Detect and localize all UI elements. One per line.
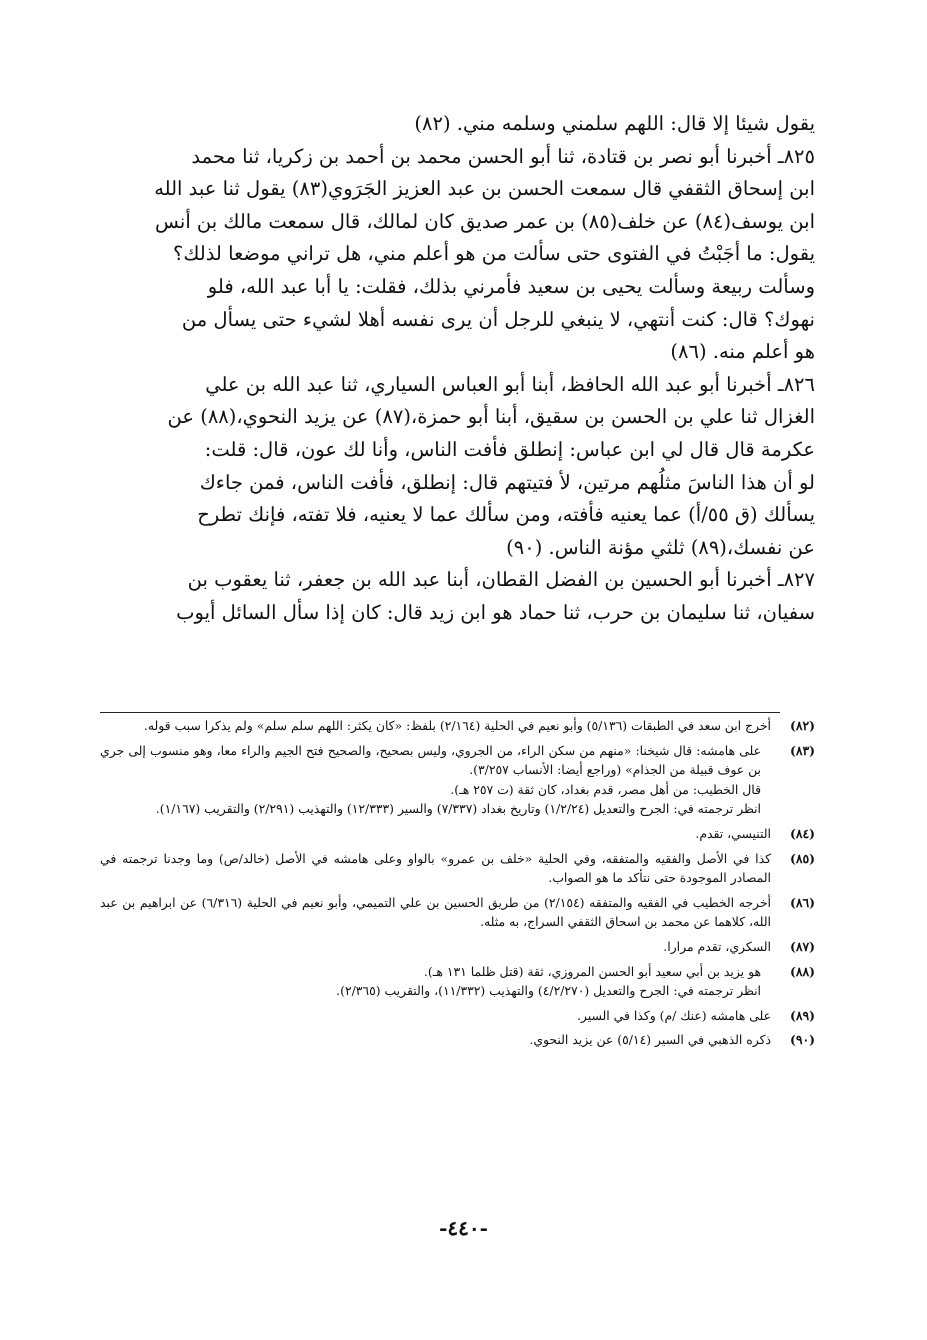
footnote-text: ذكره الذهبي في السير (٥/١٤) عن يزيد النحوي.	[529, 1032, 771, 1048]
text-line: عن نفسك،(٨٩) ثلثي مؤنة الناس. (٩٠)	[506, 535, 815, 559]
footnote-text: على هامشه (عنك /م) وكذا في السير.	[576, 1007, 771, 1023]
text-line: يقول: ما أجَبْتُ في الفتوى حتى سألت من هو أعلم مني، هل تراني موضعا لذلك؟	[172, 242, 815, 266]
text-line: ٨٢٦ـ أخبرنا أبو عبد الله الحافظ، أبنا أبو العباس السياري، ثنا عبد الله بن علي	[205, 372, 815, 396]
footnote-text: السكري، تقدم مرارا.	[663, 938, 771, 954]
footnote-82	[100, 716, 815, 736]
footnote-number: (٨٣)	[789, 742, 815, 758]
footnotes	[100, 716, 815, 1055]
footnote-number: (٨٤)	[789, 825, 815, 841]
footnote-83	[100, 741, 815, 819]
text-line: لو أن هذا الناسَ مثلُهم مرتين، لأ فتيتهم قال: إنطلق، فأفت الناس، فمن جاءك	[199, 470, 815, 494]
footnote-number: (٨٦)	[789, 894, 815, 910]
footnote-number: (٨٥)	[789, 850, 815, 866]
footnote-number: (٨٩)	[789, 1007, 815, 1023]
footnote-90	[100, 1030, 815, 1050]
text-line: وسألت ربيعة وسألت يحيى بن سعيد فأمرني بذلك، فقلت: يا أبا عبد الله، فلو	[207, 274, 815, 298]
footnote-text: انظر ترجمته في: الجرح والتعديل (٤/٢/٢٧٠) والتهذيب (١١/٣٣٢)، والتقريب (٢/٣٦٥).	[336, 983, 761, 999]
text-line: ٨٢٥ـ أخبرنا أبو نصر بن قتادة، ثنا أبو الحسن محمد بن أحمد بن زكريا، ثنا محمد	[191, 144, 815, 168]
footnote-88	[100, 962, 815, 1001]
footnote-89	[100, 1006, 815, 1026]
footnote-number: (٩٠)	[789, 1032, 815, 1048]
text-line: هو أعلم منه. (٨٦)	[670, 340, 815, 364]
page-number: -٤٤٠-	[439, 1216, 488, 1240]
text-line: يسألك (ق ٥٥/أ) عما يعنيه فأفته، ومن سألك عما لا يعنيه، فلا تفته، فإنك تطرح	[197, 503, 815, 527]
text-line: ابن إسحاق الثقفي قال سمعت الحسن بن عبد العزيز الجَرَوي(٨٣) يقول ثنا عبد الله	[154, 177, 815, 201]
text-line: ٨٢٧ـ أخبرنا أبو الحسين بن الفضل القطان، أبنا عبد الله بن جعفر، ثنا يعقوب بن	[187, 568, 815, 592]
text-line: سفيان، ثنا سليمان بن حرب، ثنا حماد هو ابن زيد قال: كان إذا سأل السائل أيوب	[176, 600, 815, 624]
footnote-87	[100, 937, 815, 957]
footnote-text: كذا في الأصل والفقيه والمتفقه، وفي الحلية «خلف بن عمرو» بالواو وعلى هامشه في الأصل (خالد/ص) وما وجدنا ترجمته في المصادر الموجودة حتى نتأكد ما هو الصواب.	[100, 850, 771, 886]
footnote-84	[100, 824, 815, 844]
footnote-number: (٨٨)	[789, 963, 815, 979]
footnote-text: أخرج ابن سعد في الطبقات (٥/١٣٦) وأبو نعيم في الحلية (٢/١٦٤) بلفظ: «كان يكثر: اللهم سلم سلم» ولم يذكرا سبب قوله.	[143, 718, 771, 733]
text-line: نهوك؟ قال: كنت أنتهي، لا ينبغي للرجل أن يرى نفسه أهلا لشيء حتى يسأل من	[181, 307, 815, 331]
footnote-text: على هامشه: قال شيخنا: «منهم من سكن الراء، من الجروي، وليس بصحيح، والصحيح فتح الجيم والراء معا، وهو منسوب إلى جري بن عوف قبيلة من الجذام» (وراجع أيضا: الأنساب ٣/٢٥٧).	[100, 742, 761, 778]
text-line: يقول شيئا إلا قال: اللهم سلمني وسلمه مني. (٨٢)	[414, 112, 815, 135]
text-line: ابن يوسف(٨٤) عن خلف(٨٥) بن عمر صديق كان لمالك، قال سمعت مالك بن أنس	[155, 209, 815, 233]
footnote-number: (٨٧)	[789, 938, 815, 954]
footnote-text: أخرجه الخطيب في الفقيه والمتفقه (٢/١٥٤) من طريق الحسين بن علي التميمي، وأبو نعيم في الحلية (٦/٣١٦) عن ابراهيم بن عبد الله، كلاهما عن محمد بن اسحاق الثقفي السراج، به مثله.	[100, 894, 771, 930]
footnote-text: قال الخطيب: من أهل مصر، قدم بغداد، كان ثقة (ت ٢٥٧ هـ).	[450, 781, 761, 797]
footnote-separator	[100, 712, 780, 713]
footnote-86	[100, 893, 815, 932]
footnote-85	[100, 849, 815, 888]
text-line: عكرمة قال قال لي ابن عباس: إنطلق فأفت الناس، وأنا لك عون، قال: قلت:	[204, 437, 815, 461]
footnote-text: هو يزيد بن أبي سعيد أبو الحسن المروزي، ثقة (قتل ظلما ١٣١ هـ).	[423, 963, 761, 979]
footnote-text: انظر ترجمته في: الجرح والتعديل (١/٢/٢٤) وتاريخ بغداد (٧/٣٣٧) والسير (١٢/٣٣٣) والتهذيب (٢/٢٩١) والتقريب (١/١٦٧).	[155, 801, 761, 817]
main-text	[100, 108, 815, 630]
text-line: الغزال ثنا علي بن الحسن بن سقيق، أبنا أبو حمزة،(٨٧) عن يزيد النحوي،(٨٨) عن	[167, 405, 815, 429]
footnote-number: (٨٢)	[789, 718, 815, 733]
footnote-text: التنيسي، تقدم.	[695, 825, 771, 841]
